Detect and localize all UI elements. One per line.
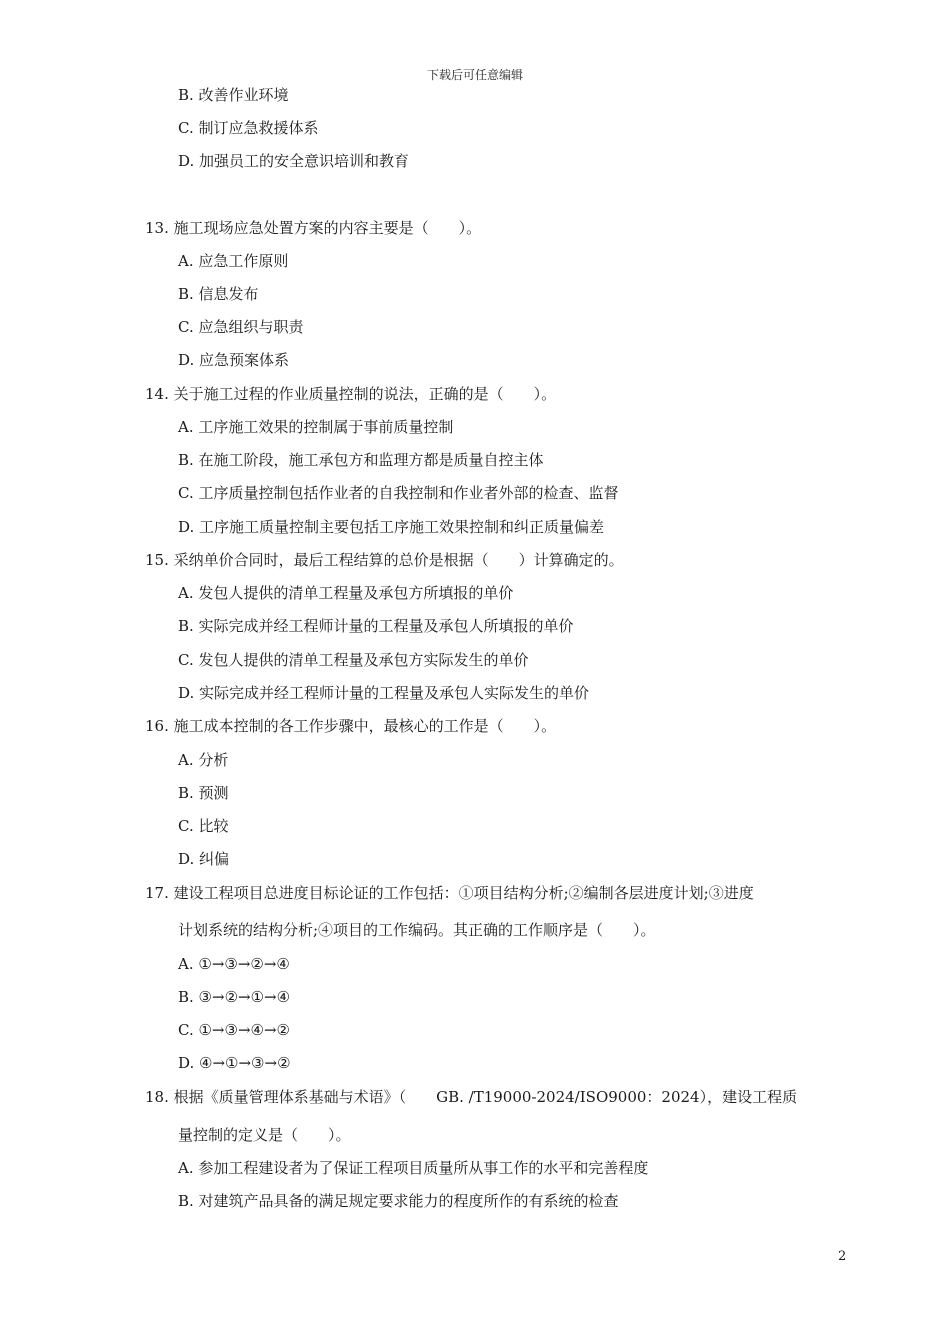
question-13: 13. 施工现场应急处置方案的内容主要是（ ）。 — [145, 219, 482, 237]
option-16-c: C. 比较 — [178, 817, 229, 835]
page-number: 2 — [838, 1249, 847, 1264]
option-13-b: B. 信息发布 — [178, 285, 259, 303]
option-14-c: C. 工序质量控制包括作业者的自我控制和作业者外部的检查、监督 — [178, 484, 619, 502]
option-17-c: C. ①→③→④→② — [178, 1021, 290, 1039]
option-14-a: A. 工序施工效果的控制属于事前质量控制 — [178, 418, 454, 436]
question-14: 14. 关于施工过程的作业质量控制的说法，正确的是（ ）。 — [145, 385, 557, 403]
option-12-d: D. 加强员工的安全意识培训和教育 — [178, 152, 410, 170]
option-16-a: A. 分析 — [178, 751, 229, 769]
option-17-b: B. ③→②→①→④ — [178, 988, 291, 1006]
option-12-c: C. 制订应急救援体系 — [178, 119, 319, 137]
option-18-b: B. 对建筑产品具备的满足规定要求能力的程度所作的有系统的检查 — [178, 1192, 619, 1210]
option-14-b: B. 在施工阶段，施工承包方和监理方都是质量自控主体 — [178, 451, 544, 469]
option-16-b: B. 预测 — [178, 784, 229, 802]
option-13-d: D. 应急预案体系 — [178, 351, 290, 369]
question-15: 15. 采纳单价合同时，最后工程结算的总价是根据（ ）计算确定的。 — [145, 551, 624, 569]
option-17-a: A. ①→③→②→④ — [178, 955, 290, 973]
question-17: 17. 建设工程项目总进度目标论证的工作包括：①项目结构分析;②编制各层进度计划;③进度 — [145, 884, 754, 902]
option-18-a: A. 参加工程建设者为了保证工程项目质量所从事工作的水平和完善程度 — [178, 1159, 649, 1177]
question-17-continued: 计划系统的结构分析;④项目的工作编码。其正确的工作顺序是（ ）。 — [178, 921, 656, 939]
question-16: 16. 施工成本控制的各工作步骤中，最核心的工作是（ ）。 — [145, 717, 557, 735]
option-17-d: D. ④→①→③→② — [178, 1054, 291, 1072]
option-15-b: B. 实际完成并经工程师计量的工程量及承包人所填报的单价 — [178, 617, 574, 635]
question-18-continued: 量控制的定义是（ ）。 — [178, 1126, 351, 1144]
option-13-c: C. 应急组织与职责 — [178, 318, 304, 336]
page-header: 下载后可任意编辑 — [426, 68, 523, 82]
option-12-b: B. 改善作业环境 — [178, 86, 289, 104]
option-14-d: D. 工序施工质量控制主要包括工序施工效果控制和纠正质量偏差 — [178, 518, 605, 536]
question-18: 18. 根据《质量管理体系基础与术语》（ GB. /T19000-2024/ISO9000：2024），建设工程质 — [145, 1088, 798, 1106]
option-15-a: A. 发包人提供的清单工程量及承包方所填报的单价 — [178, 584, 514, 602]
option-13-a: A. 应急工作原则 — [178, 252, 289, 270]
option-16-d: D. 纠偏 — [178, 850, 230, 868]
option-15-d: D. 实际完成并经工程师计量的工程量及承包人实际发生的单价 — [178, 684, 590, 702]
option-15-c: C. 发包人提供的清单工程量及承包方实际发生的单价 — [178, 651, 529, 669]
